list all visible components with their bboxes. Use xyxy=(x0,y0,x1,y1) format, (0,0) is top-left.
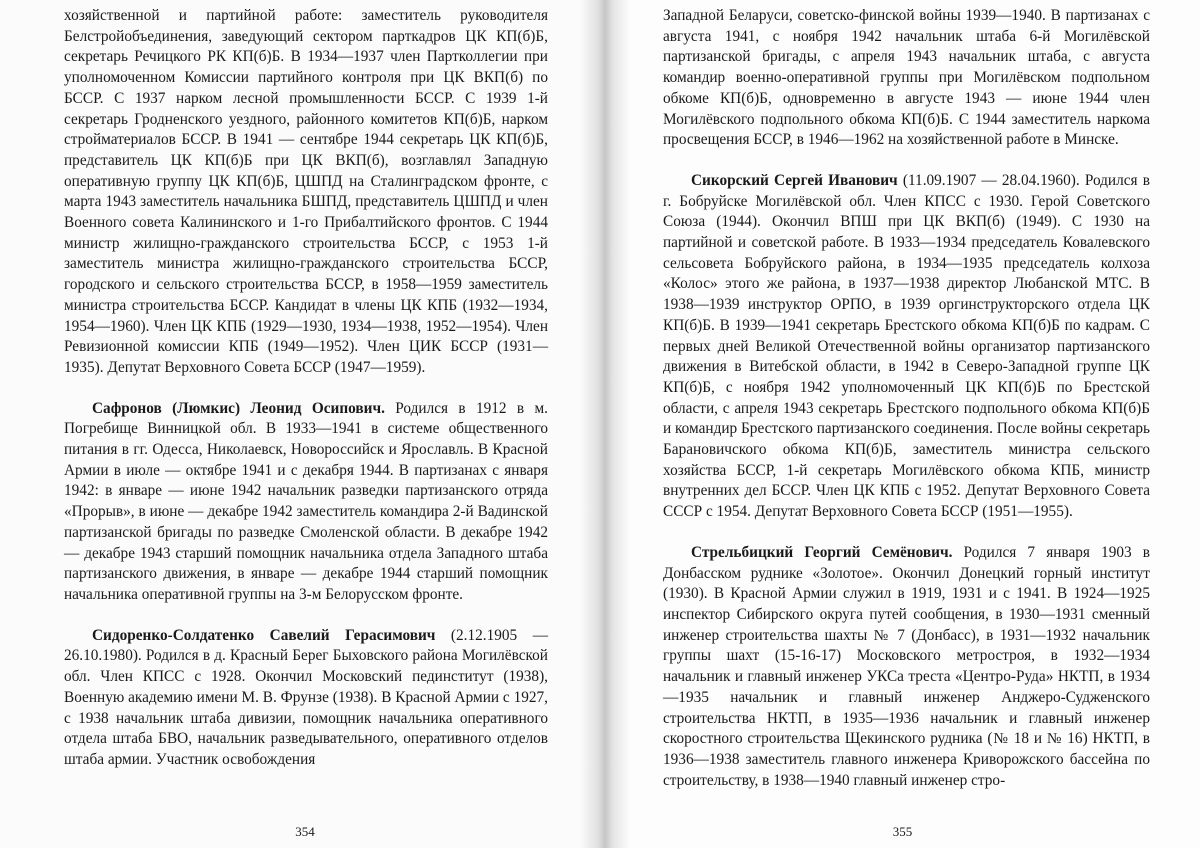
entry-text: (11.09.1907 — 28.04.1960). Родился в г. Бобруйске Могилёвской обл. Член КПСС с 1930. Герой Советского Союза (1944). Окончил ВПШ при ЦК ВКП(б) (1949). С 1930 на партийной и советской работе. В 1933—1934 председатель Ковалевского сельсовета Бобруйского района, в 1934—1935 председатель колхоза «Колос» этого же района, в 1937—1938 директор Любанской МТС. В 1938—1939 инструктор ОРПО, в 1939 оргинструкторского отдела ЦК КП(б)Б. В 1939—1941 секретарь Брестского обкома КП(б)Б по кадрам. С первых дней Великой Отечественной войны организатор партизанского движения в Витебской области, в 1942 в Северо-Западной группе ЦК КП(б)Б, с ноября 1942 уполномоченный ЦК КП(б)Б по Брестской области, с апреля 1943 секретарь Брестского подпольного обкома КП(б)Б и командир Брестского партизанского соединения. После войны секретарь Барановичского обкома КП(б)Б, заместитель министра сельского хозяйства БССР, 1-й секретарь Могилёвского обкома КПБ, министр внутренних дел БССР. Член ЦК КПБ с 1952. Депутат Верховного Совета СССР с 1954. Депутат Верховного Совета БССР (1951—1955). xyxy=(663,171,1150,521)
entry-safronov xyxy=(64,399,548,606)
entry-strelbitsky xyxy=(663,543,1150,791)
entry-name: Сикорский Сергей Иванович xyxy=(691,171,898,189)
entry-name: Сафронов (Люмкис) Леонид Осипович. xyxy=(92,399,385,417)
entry-text: (2.12.1905 — 26.10.1980). Родился в д. Красный Берег Быховского района Могилёвской обл. Член КПСС с 1928. Окончил Московский пединститут (1938), Военную академию имени М. В. Фрунзе (1938). В Красной Армии с 1927, с 1938 начальник штаба дивизии, помощник начальника оперативного отдела штаба БВО, начальник разведывательного, оперативного отделов штаба армии. Участник освобождения xyxy=(64,626,549,768)
entry-name: Сидоренко-Солдатенко Савелий Герасимович xyxy=(92,626,436,644)
entry-continuation-left xyxy=(64,6,548,379)
entry-sikorsky xyxy=(663,171,1150,523)
entry-name: Стрельбицкий Георгий Семёнович. xyxy=(691,543,953,561)
entry-text: хозяйственной и партийной работе: заместитель руководителя Белстройобъединения, заведующий сектором парткадров ЦК КП(б)Б, секретарь Речицкого РК КП(б)Б. В 1934—1937 член Партколлегии при уполномоченном Комиссии партийного контроля при ЦК ВКП(б) по БССР. С 1937 нарком лесной промышленности БССР. С 1939 1-й секретарь Гродненского уездного, районного комитетов КП(б)Б, нарком стройматериалов БССР. В 1941 — сентябре 1944 секретарь ЦК КП(б)Б, представитель ЦК КП(б)Б при ЦК ВКП(б), возглавлял Западную оперативную группу ЦК КП(б)Б, ЦШПД на Сталинградском фронте, с марта 1943 заместитель начальника БШПД, представитель ЦШПД и член Военного совета Калининского и 1-го Прибалтийского фронтов. С 1944 министр жилищно-гражданского строительства БССР, с 1953 1-й заместитель министра жилищно-гражданского строительства БССР, городского и сельского строительства БССР, в 1958—1959 заместитель министра строительства БССР. Кандидат в члены ЦК КПБ (1932—1934, 1954—1960). Член ЦК КПБ (1929—1930, 1934—1938, 1952—1954). Член Ревизионной комиссии КПБ (1949—1952). Член ЦИК БССР (1931—1935). Депутат Верховного Совета БССР (1947—1959). xyxy=(64,7,548,376)
entry-sidorenko-soldatenko xyxy=(64,626,548,771)
entry-text: Родился в 1912 в м. Погребище Винницкой обл. В 1933—1941 в системе общественного питания в гг. Одесса, Николаевск, Новороссийск и Ярославль. В Красной Армии в июле — октябре 1941 и с декабря 1944. В партизанах с января 1942: в январе — июне 1942 начальник разведки партизанского отряда «Прорыв», в июне — декабре 1942 заместитель командира 2-й Вадинской партизанской бригады по разведке Смоленской области. В декабре 1942 — декабре 1943 старший помощник начальника отдела Западного штаба партизанского движения, в январе — декабре 1944 старший помощник начальника оперативной группы на 3-м Белорусском фронте. xyxy=(64,399,548,603)
entry-text: Родился 7 января 1903 в Донбасском руднике «Золотое». Окончил Донецкий горный институт (1930). В Красной Армии служил в 1919, 1931 и с 1941. В 1924—1925 инспектор Сибирского округа путей сообщения, в 1930—1931 сменный инженер строительства шахты № 7 (Донбасс), в 1931—1932 начальник группы шахт (15-16-17) Московского метростроя, в 1932—1934 начальник и главный инженер УКСа треста «Центро-Руда» НКТП, в 1934—1935 начальник и главный инженер Анджеро-Судженского строительства НКТП, в 1935—1936 начальник и главный инженер скоростного строительства Щекинского рудника (№ 18 и № 16) НКТП, в 1936—1938 заместитель главного инженера Криворожского бассейна по строительству, в 1938—1940 главный инженер стро- xyxy=(663,543,1150,789)
page-number-right: 355 xyxy=(892,824,913,839)
page-number-left: 354 xyxy=(295,824,315,839)
entry-continuation-right xyxy=(663,6,1150,151)
entry-text: Западной Беларуси, советско-финской войны 1939—1940. В партизанах с августа 1941, с ноября 1942 начальник штаба 6-й Могилёвской партизанской бригады, с апреля 1943 начальник штаба, с августа командир военно-оперативной группы при Могилёвском подпольном обкоме КП(б)Б, одновременно в августе 1943 — июне 1944 член Могилёвского подпольного обкома КП(б)Б. С 1944 заместитель наркома просвещения БССР, в 1946—1962 на хозяйственной работе в Минске. xyxy=(663,7,1150,149)
right-page xyxy=(600,0,1200,848)
